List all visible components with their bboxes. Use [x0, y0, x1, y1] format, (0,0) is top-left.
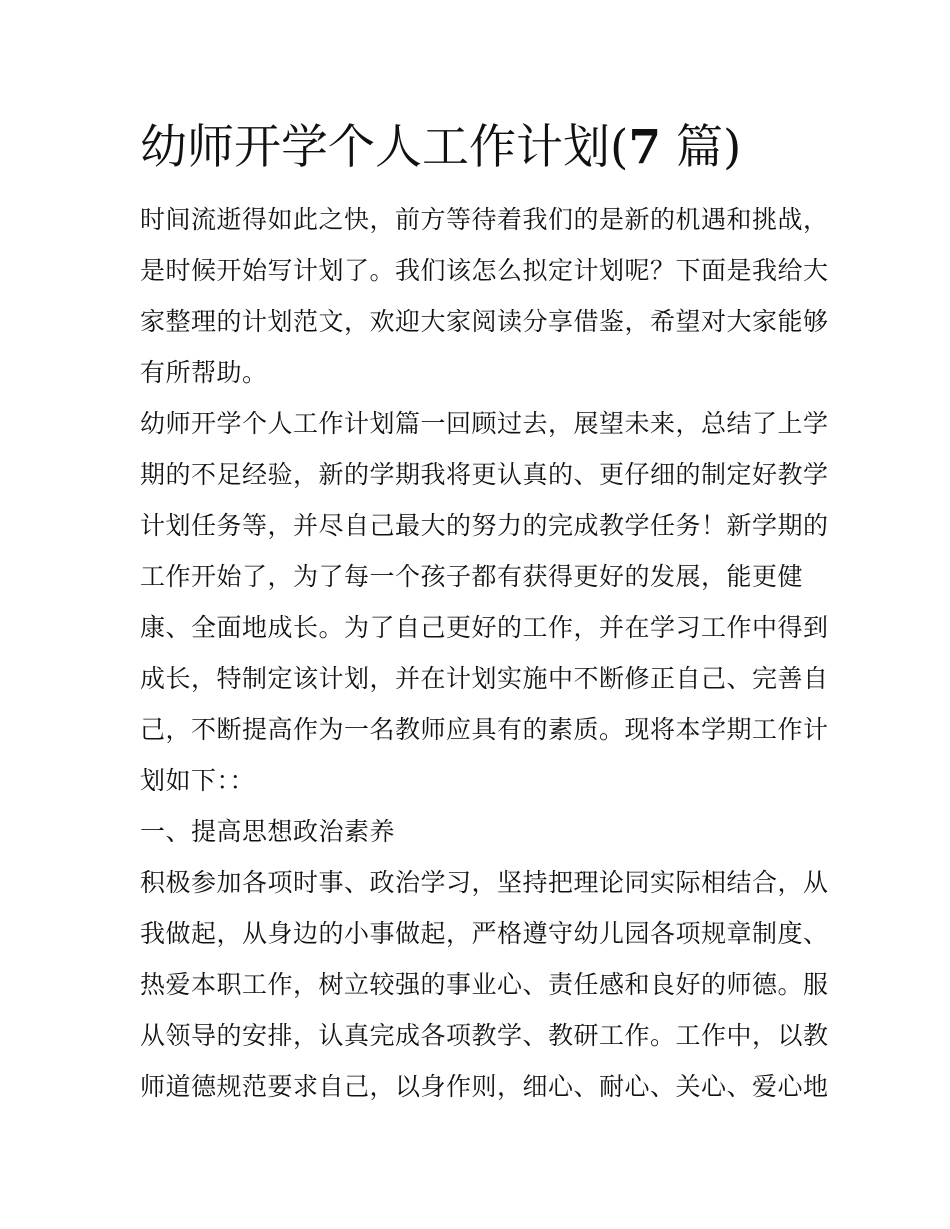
body-line: 积极参加各项时事、政治学习，坚持把理论同实际相结合，从: [140, 868, 829, 897]
section-heading: 一、提高思想政治素养: [140, 817, 396, 846]
body-line: 成长，特制定该计划，并在计划实施中不断修正自己、完善自: [140, 664, 829, 693]
body-line: 期的不足经验，新的学期我将更认真的、更仔细的制定好教学: [140, 460, 829, 489]
body-line: 己，不断提高作为一名教师应具有的素质。现将本学期工作计: [140, 715, 829, 744]
body-line: 计划任务等，并尽自己最大的努力的完成教学任务！新学期的: [140, 511, 829, 540]
body-line: 康、全面地成长。为了自己更好的工作，并在学习工作中得到: [140, 613, 829, 642]
body-line: 时间流逝得如此之快，前方等待着我们的是新的机遇和挑战，: [140, 205, 829, 234]
body-line: 划如下：：: [140, 766, 256, 795]
body-line: 师道德规范要求自己，以身作则，细心、耐心、关心、爱心地: [140, 1072, 829, 1101]
body-line: 幼师开学个人工作计划篇一回顾过去，展望未来，总结了上学: [140, 409, 829, 438]
body-line: 热爱本职工作，树立较强的事业心、责任感和良好的师德。服: [140, 970, 829, 999]
body-line: 工作开始了，为了每一个孩子都有获得更好的发展，能更健: [140, 562, 804, 591]
title-suffix: 篇): [661, 120, 742, 175]
body-line: 从领导的安排，认真完成各项教学、教研工作。工作中，以教: [140, 1021, 829, 1050]
title-number: 7: [628, 120, 662, 175]
document-title: [140, 118, 820, 178]
body-line: 家整理的计划范文，欢迎大家阅读分享借鉴，希望对大家能够: [140, 307, 829, 336]
body-line: 有所帮助。: [140, 358, 268, 387]
body-line: 我做起，从身边的小事做起，严格遵守幼儿园各项规章制度、: [140, 919, 829, 948]
body-line: 是时候开始写计划了。我们该怎么拟定计划呢？下面是我给大: [140, 256, 829, 285]
title-prefix: 幼师开学个人工作计划(: [140, 120, 629, 175]
